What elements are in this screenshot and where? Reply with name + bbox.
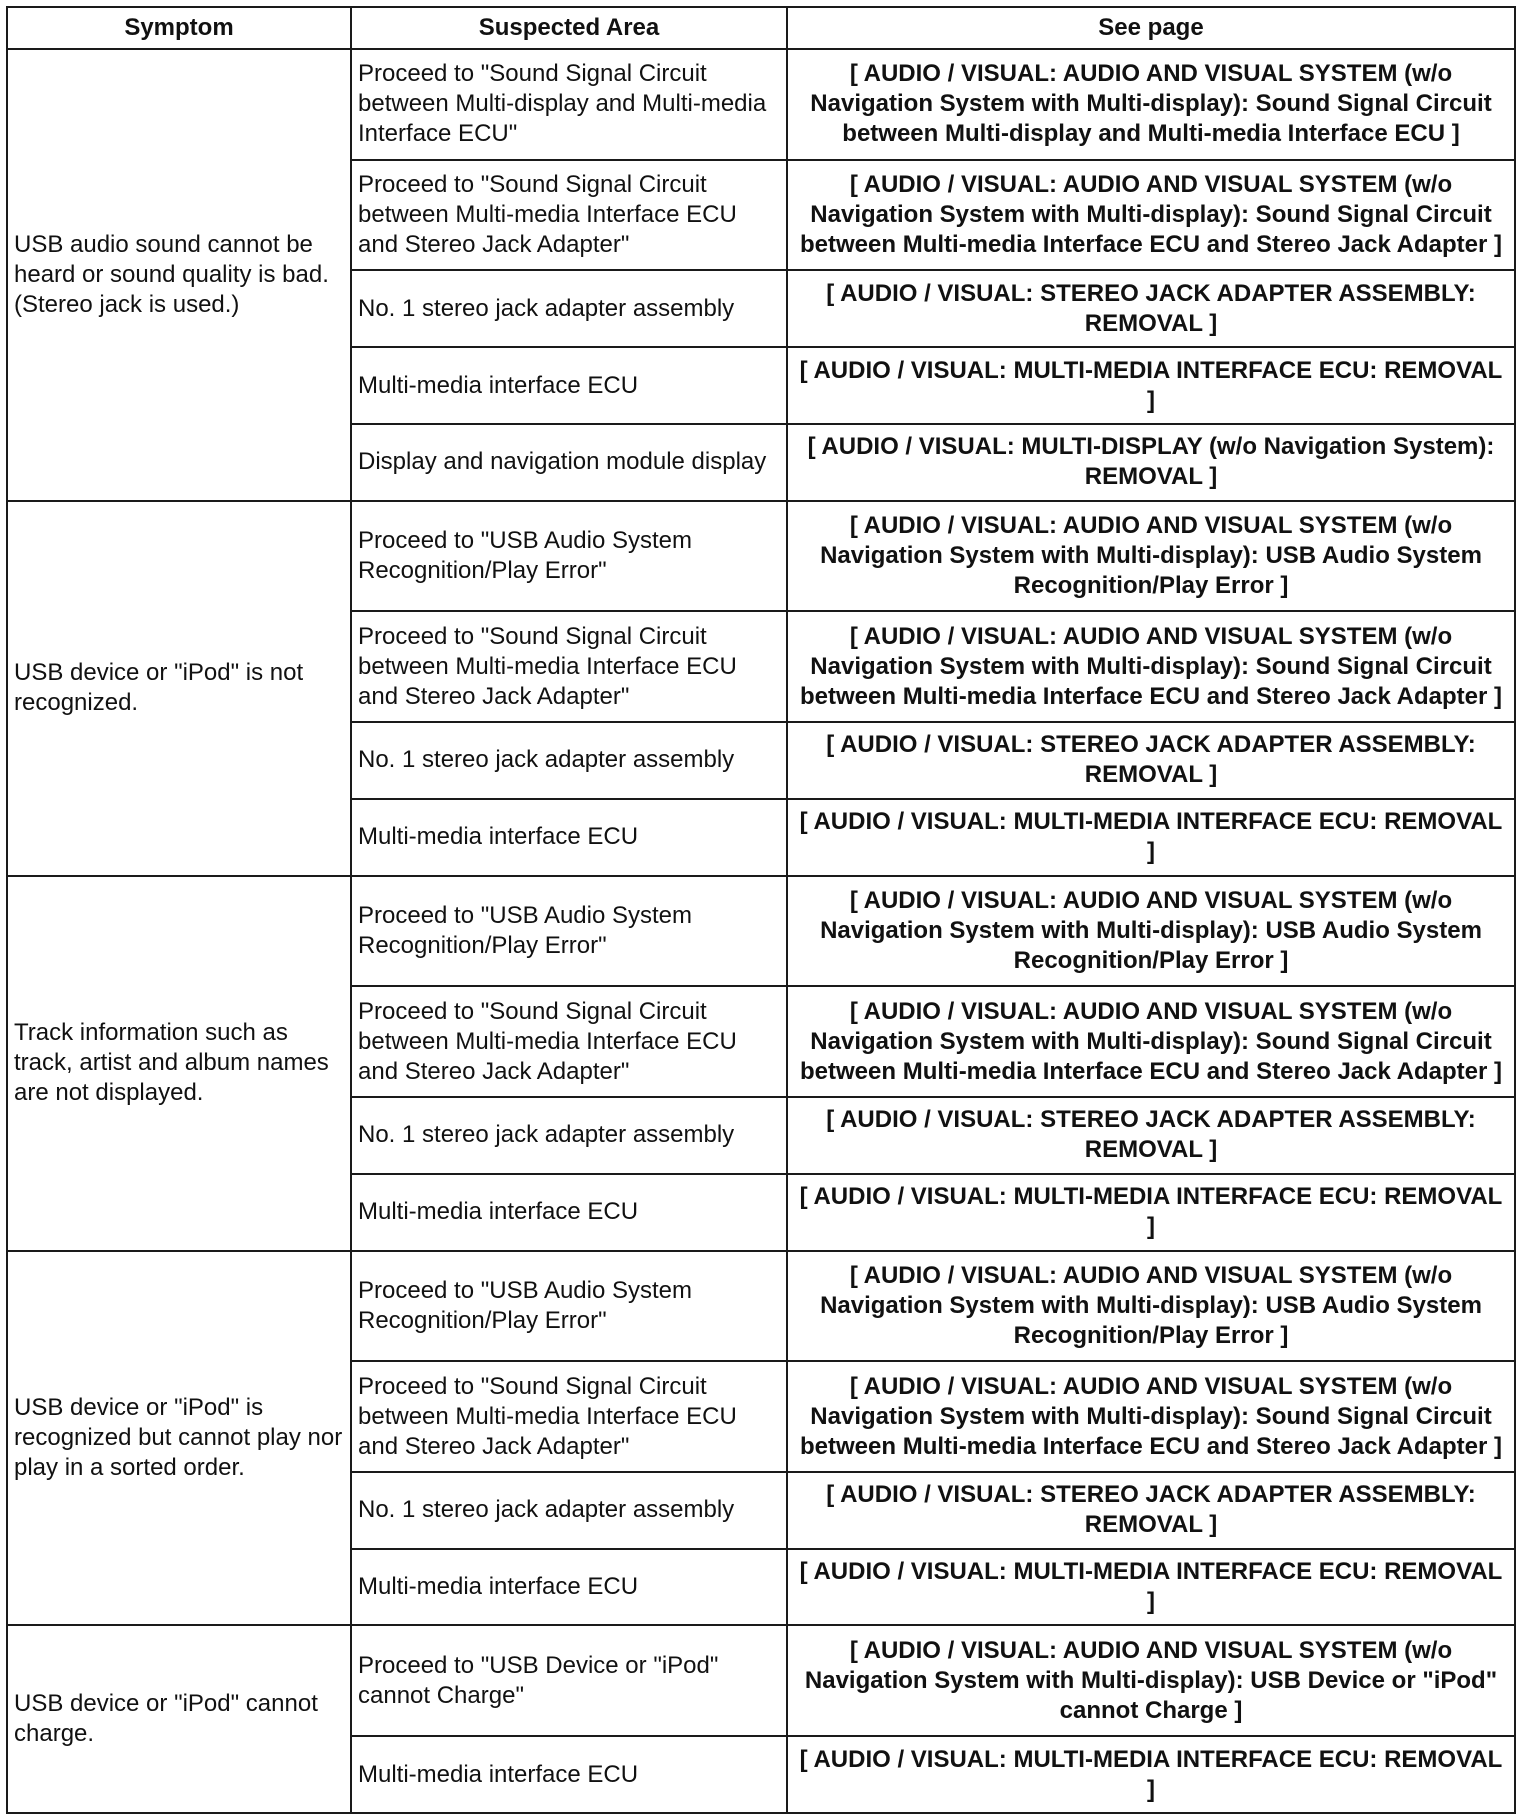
table-row [7, 876, 1515, 987]
table-row [7, 1625, 1515, 1736]
suspected-area-cell: No. 1 stereo jack adapter assembly [351, 722, 787, 799]
table-body [7, 49, 1515, 1813]
suspected-area-cell: Proceed to "Sound Signal Circuit between Multi-media Interface ECU and Stereo Jack Adapter" [351, 160, 787, 271]
suspected-area-cell: No. 1 stereo jack adapter assembly [351, 1472, 787, 1549]
header-see-page: See page [787, 7, 1515, 49]
see-page-link[interactable]: [ AUDIO / VISUAL: AUDIO AND VISUAL SYSTEM (w/o Navigation System with Multi-display): Sound Signal Circuit between Multi-media Interface ECU and Stereo Jack Adapter ] [787, 986, 1515, 1097]
see-page-link[interactable]: [ AUDIO / VISUAL: AUDIO AND VISUAL SYSTEM (w/o Navigation System with Multi-display): Sound Signal Circuit between Multi-media Interface ECU and Stereo Jack Adapter ] [787, 1361, 1515, 1472]
see-page-link[interactable]: [ AUDIO / VISUAL: AUDIO AND VISUAL SYSTEM (w/o Navigation System with Multi-display): USB Audio System Recognition/Play Error ] [787, 501, 1515, 612]
see-page-link[interactable]: [ AUDIO / VISUAL: STEREO JACK ADAPTER ASSEMBLY: REMOVAL ] [787, 722, 1515, 799]
see-page-link[interactable]: [ AUDIO / VISUAL: STEREO JACK ADAPTER ASSEMBLY: REMOVAL ] [787, 270, 1515, 347]
symptom-cell: USB audio sound cannot be heard or sound quality is bad. (Stereo jack is used.) [7, 49, 351, 501]
suspected-area-cell: Multi-media interface ECU [351, 1549, 787, 1626]
suspected-area-cell: No. 1 stereo jack adapter assembly [351, 270, 787, 347]
symptom-cell: USB device or "iPod" is recognized but cannot play nor play in a sorted order. [7, 1251, 351, 1626]
see-page-link[interactable]: [ AUDIO / VISUAL: AUDIO AND VISUAL SYSTEM (w/o Navigation System with Multi-display): Sound Signal Circuit between Multi-display and Multi-media Interface ECU ] [787, 49, 1515, 160]
suspected-area-cell: Proceed to "Sound Signal Circuit between Multi-media Interface ECU and Stereo Jack Adapter" [351, 986, 787, 1097]
suspected-area-cell: Display and navigation module display [351, 424, 787, 501]
see-page-link[interactable]: [ AUDIO / VISUAL: MULTI-MEDIA INTERFACE ECU: REMOVAL ] [787, 347, 1515, 424]
see-page-link[interactable]: [ AUDIO / VISUAL: MULTI-MEDIA INTERFACE ECU: REMOVAL ] [787, 1549, 1515, 1626]
see-page-link[interactable]: [ AUDIO / VISUAL: MULTI-DISPLAY (w/o Navigation System): REMOVAL ] [787, 424, 1515, 501]
table-row [7, 1251, 1515, 1362]
suspected-area-cell: Multi-media interface ECU [351, 1736, 787, 1813]
header-row [7, 7, 1515, 49]
see-page-link[interactable]: [ AUDIO / VISUAL: STEREO JACK ADAPTER ASSEMBLY: REMOVAL ] [787, 1472, 1515, 1549]
symptom-cell: Track information such as track, artist and album names are not displayed. [7, 876, 351, 1251]
see-page-link[interactable]: [ AUDIO / VISUAL: MULTI-MEDIA INTERFACE ECU: REMOVAL ] [787, 1736, 1515, 1813]
see-page-link[interactable]: [ AUDIO / VISUAL: AUDIO AND VISUAL SYSTEM (w/o Navigation System with Multi-display): USB Device or "iPod" cannot Charge ] [787, 1625, 1515, 1736]
header-symptom: Symptom [7, 7, 351, 49]
header-suspected-area: Suspected Area [351, 7, 787, 49]
table-row [7, 49, 1515, 160]
troubleshooting-table [6, 6, 1516, 1814]
see-page-link[interactable]: [ AUDIO / VISUAL: STEREO JACK ADAPTER ASSEMBLY: REMOVAL ] [787, 1097, 1515, 1174]
suspected-area-cell: Multi-media interface ECU [351, 347, 787, 424]
suspected-area-cell: Proceed to "Sound Signal Circuit between Multi-display and Multi-media Interface ECU" [351, 49, 787, 160]
suspected-area-cell: Multi-media interface ECU [351, 799, 787, 876]
symptom-cell: USB device or "iPod" is not recognized. [7, 501, 351, 876]
see-page-link[interactable]: [ AUDIO / VISUAL: MULTI-MEDIA INTERFACE ECU: REMOVAL ] [787, 1174, 1515, 1251]
suspected-area-cell: Proceed to "USB Audio System Recognition/Play Error" [351, 501, 787, 612]
table-row [7, 501, 1515, 612]
see-page-link[interactable]: [ AUDIO / VISUAL: AUDIO AND VISUAL SYSTEM (w/o Navigation System with Multi-display): USB Audio System Recognition/Play Error ] [787, 876, 1515, 987]
see-page-link[interactable]: [ AUDIO / VISUAL: AUDIO AND VISUAL SYSTEM (w/o Navigation System with Multi-display): USB Audio System Recognition/Play Error ] [787, 1251, 1515, 1362]
see-page-link[interactable]: [ AUDIO / VISUAL: MULTI-MEDIA INTERFACE ECU: REMOVAL ] [787, 799, 1515, 876]
suspected-area-cell: Proceed to "USB Audio System Recognition/Play Error" [351, 876, 787, 987]
see-page-link[interactable]: [ AUDIO / VISUAL: AUDIO AND VISUAL SYSTEM (w/o Navigation System with Multi-display): Sound Signal Circuit between Multi-media Interface ECU and Stereo Jack Adapter ] [787, 611, 1515, 722]
suspected-area-cell: No. 1 stereo jack adapter assembly [351, 1097, 787, 1174]
suspected-area-cell: Proceed to "USB Device or "iPod" cannot Charge" [351, 1625, 787, 1736]
suspected-area-cell: Multi-media interface ECU [351, 1174, 787, 1251]
suspected-area-cell: Proceed to "USB Audio System Recognition/Play Error" [351, 1251, 787, 1362]
suspected-area-cell: Proceed to "Sound Signal Circuit between Multi-media Interface ECU and Stereo Jack Adapter" [351, 611, 787, 722]
symptom-cell: USB device or "iPod" cannot charge. [7, 1625, 351, 1813]
see-page-link[interactable]: [ AUDIO / VISUAL: AUDIO AND VISUAL SYSTEM (w/o Navigation System with Multi-display): Sound Signal Circuit between Multi-media Interface ECU and Stereo Jack Adapter ] [787, 160, 1515, 271]
suspected-area-cell: Proceed to "Sound Signal Circuit between Multi-media Interface ECU and Stereo Jack Adapter" [351, 1361, 787, 1472]
